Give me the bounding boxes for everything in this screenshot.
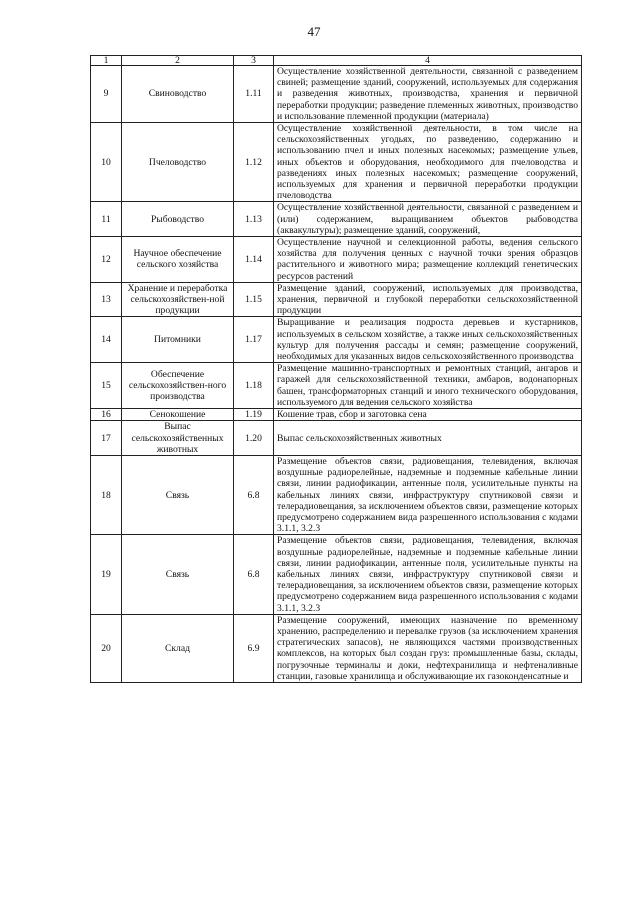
page-number: 47 — [307, 24, 321, 39]
land-use-name: Рыбоводство — [122, 202, 234, 237]
row-number: 10 — [91, 123, 122, 202]
land-use-name: Выпас сельскохозяйственных животных — [122, 421, 234, 456]
land-use-code: 1.11 — [234, 66, 274, 123]
table-row — [91, 202, 582, 237]
table-row — [91, 535, 582, 614]
row-number: 9 — [91, 66, 122, 123]
land-use-description: Осуществление научной и селекционной работы, ведения сельского хозяйства для получения ценных с научной точки зрения образцов растительного и животного мира; размещение коллекций генетических ресурсов растений — [274, 237, 582, 283]
land-use-name: Связь — [122, 535, 234, 614]
land-use-description: Выращивание и реализация подроста деревьев и кустарников, используемых в сельском хозяйстве, а также иных сельскохозяйственных культур для получения рассады и семян; размещение сооружений, необходимых для указанных видов сельскохозяйственного производства — [274, 317, 582, 363]
land-use-code: 1.15 — [234, 282, 274, 317]
row-number: 11 — [91, 202, 122, 237]
land-use-description: Размещение сооружений, имеющих назначение по временному хранению, распределению и перевалке грузов (за исключением хранения стратегических запасов), не являющихся частями производственных комплексов, на которых был создан груз: промышленные базы, склады, погрузочные терминалы и доки, нефтехранилища и нефтеналивные станции, газовые хранилища и обслуживающие их газоконденсатные и — [274, 614, 582, 682]
header-cell-4: 4 — [274, 56, 582, 66]
land-use-code: 6.8 — [234, 535, 274, 614]
land-use-code: 6.8 — [234, 455, 274, 534]
row-number: 16 — [91, 409, 122, 421]
land-use-name: Научное обеспечение сельского хозяйства — [122, 237, 234, 283]
row-number: 20 — [91, 614, 122, 682]
table-row — [91, 363, 582, 409]
row-number: 13 — [91, 282, 122, 317]
land-use-name: Обеспечение сельскохозяйствен-ного производства — [122, 363, 234, 409]
land-use-description: Размещение объектов связи, радиовещания, телевидения, включая воздушные радиорелейные, надземные и подземные кабельные линии связи, линии радиофикации, антенные поля, усилительные пункты на кабельных линиях связи, инфраструктуру спутниковой связи и телерадиовещания, за исключением объектов связи, размещение которых предусмотрено содержанием вида разрешенного использования с кодами 3.1.1, 3.2.3 — [274, 455, 582, 534]
land-use-name: Пчеловодство — [122, 123, 234, 202]
land-use-code: 6.9 — [234, 614, 274, 682]
land-use-code: 1.18 — [234, 363, 274, 409]
table-row — [91, 123, 582, 202]
land-use-name: Связь — [122, 455, 234, 534]
land-use-name: Свиноводство — [122, 66, 234, 123]
table-row — [91, 66, 582, 123]
header-cell-1: 1 — [91, 56, 122, 66]
row-number: 18 — [91, 455, 122, 534]
land-use-name: Хранение и переработка сельскохозяйствен-ной продукции — [122, 282, 234, 317]
land-use-description: Осуществление хозяйственной деятельности, связанной с разведением свиней; размещение зданий, сооружений, используемых для содержания и разведения животных, производства, хранения и первичной переработки продукции; разведение племенных животных, производство и использование племенной продукции (материала) — [274, 66, 582, 123]
row-number: 12 — [91, 237, 122, 283]
land-use-code: 1.19 — [234, 409, 274, 421]
land-use-description: Выпас сельскохозяйственных животных — [274, 421, 582, 456]
land-use-name: Сенокошение — [122, 409, 234, 421]
land-use-description: Размещение машинно-транспортных и ремонтных станций, ангаров и гаражей для сельскохозяйственной техники, амбаров, водонапорных башен, трансформаторных станций и иного технического оборудования, используемого для ведения сельского хозяйства — [274, 363, 582, 409]
table-row — [91, 421, 582, 456]
land-use-name: Склад — [122, 614, 234, 682]
table-row — [91, 317, 582, 363]
row-number: 17 — [91, 421, 122, 456]
header-row — [91, 56, 582, 66]
table-row — [91, 614, 582, 682]
land-use-code: 1.14 — [234, 237, 274, 283]
land-use-description: Размещение объектов связи, радиовещания, телевидения, включая воздушные радиорелейные, надземные и подземные кабельные линии связи, линии радиофикации, антенные поля, усилительные пункты на кабельных линиях связи, инфраструктуру спутниковой связи и телерадиовещания, за исключением объектов связи, размещение которых предусмотрено содержанием вида разрешенного использования с кодами 3.1.1, 3.2.3 — [274, 535, 582, 614]
land-use-name: Питомники — [122, 317, 234, 363]
land-use-description: Размещение зданий, сооружений, используемых для производства, хранения, первичной и глубокой переработки сельскохозяйственной продукции — [274, 282, 582, 317]
land-use-description: Осуществление хозяйственной деятельности, в том числе на сельскохозяйственных угодьях, по разведению, содержанию и использованию пчел и иных полезных насекомых; размещение ульев, иных объектов и оборудования, необходимого для пчеловодства и разведениях иных полезных насекомых; размещение сооружений, используемых для хранения и первичной переработки продукции пчеловодства — [274, 123, 582, 202]
table-row — [91, 455, 582, 534]
header-cell-3: 3 — [234, 56, 274, 66]
row-number: 19 — [91, 535, 122, 614]
land-use-description: Осуществление хозяйственной деятельности, связанной с разведением и (или) содержанием, выращиванием объектов рыбоводства (аквакультуры); размещение зданий, сооружений, — [274, 202, 582, 237]
land-use-code: 1.12 — [234, 123, 274, 202]
table-row — [91, 237, 582, 283]
row-number: 14 — [91, 317, 122, 363]
land-use-description: Кошение трав, сбор и заготовка сена — [274, 409, 582, 421]
land-use-table — [90, 55, 582, 683]
land-use-code: 1.17 — [234, 317, 274, 363]
table-row — [91, 409, 582, 421]
row-number: 15 — [91, 363, 122, 409]
table-row — [91, 282, 582, 317]
land-use-code: 1.20 — [234, 421, 274, 456]
header-cell-2: 2 — [122, 56, 234, 66]
land-use-code: 1.13 — [234, 202, 274, 237]
